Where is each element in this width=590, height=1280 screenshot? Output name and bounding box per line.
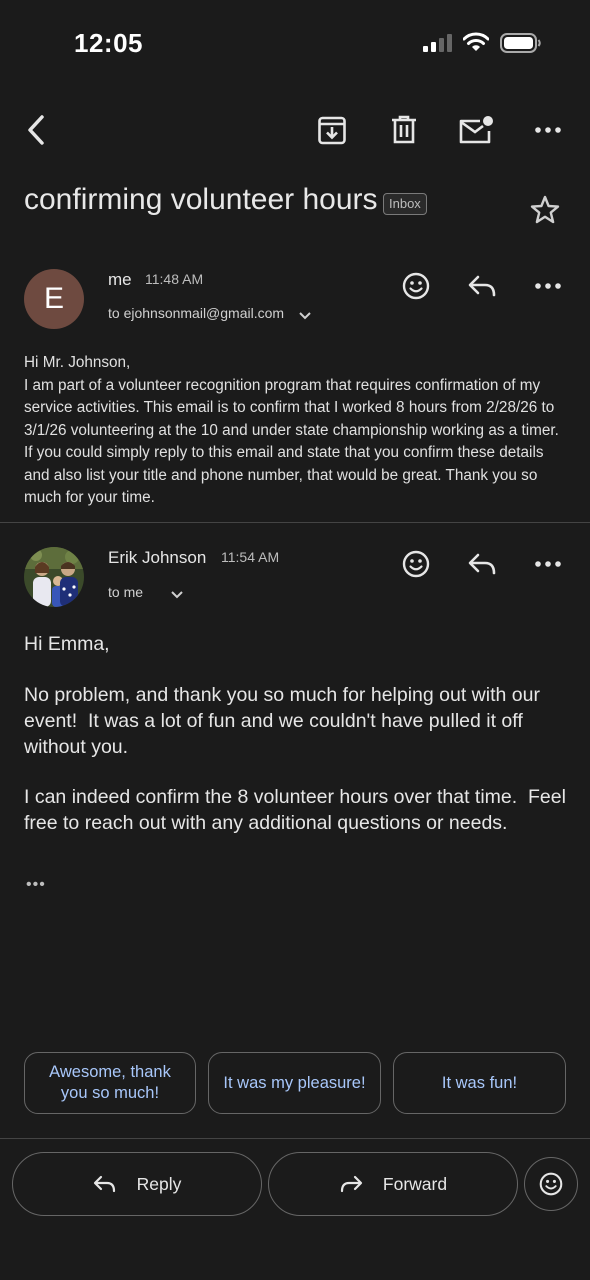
message-greeting: Hi Emma,	[24, 633, 110, 655]
star-icon	[529, 194, 561, 226]
delete-button[interactable]	[384, 110, 424, 150]
more-horizontal-icon	[535, 127, 561, 133]
add-reaction-button[interactable]	[396, 544, 436, 584]
wifi-icon	[463, 32, 489, 52]
forward-label: Forward	[382, 1173, 448, 1194]
recipient-details[interactable]: to ejohnsonmail@gmail.com	[108, 305, 285, 321]
reply-icon	[467, 274, 497, 298]
status-time: 12:05	[74, 28, 143, 58]
smart-reply-chip[interactable]: It was fun!	[393, 1052, 566, 1114]
smart-reply-chip[interactable]: It was my pleasure!	[208, 1052, 381, 1114]
mail-unread-icon	[458, 115, 494, 145]
reply-button[interactable]	[462, 266, 502, 306]
emoji-icon	[402, 550, 430, 578]
chevron-down-icon	[299, 312, 311, 320]
mark-unread-button[interactable]	[456, 110, 496, 150]
chevron-left-icon	[26, 114, 46, 146]
recipient-details[interactable]: to me	[108, 584, 144, 600]
message-more-button[interactable]	[528, 544, 568, 584]
message-paragraph: I can indeed confirm the 8 volunteer hours over that time. Feel free to reach out with any additional questions or needs.	[24, 786, 572, 834]
avatar[interactable]: E	[24, 269, 84, 329]
message-time: 11:54 AM	[221, 549, 280, 565]
message-paragraph: No problem, and thank you so much for helping out with our event! It was a lot of fun and we couldn't have pulled it off without you.	[24, 684, 546, 758]
emoji-icon	[539, 1172, 563, 1196]
trash-icon	[390, 115, 418, 145]
back-button[interactable]	[16, 110, 56, 150]
message-time: 11:48 AM	[145, 271, 204, 287]
sender-name: me	[108, 270, 132, 289]
more-horizontal-icon	[535, 561, 561, 567]
recipient-expand-button[interactable]	[167, 585, 187, 605]
smart-reply-chip[interactable]: Awesome, thank you so much!	[24, 1052, 196, 1114]
sender-name: Erik Johnson	[108, 548, 207, 567]
reply-label: Reply	[136, 1173, 182, 1194]
add-reaction-button[interactable]	[396, 266, 436, 306]
reply-icon	[467, 552, 497, 576]
forward-icon	[339, 1175, 363, 1193]
more-options-button[interactable]	[528, 110, 568, 150]
forward-action-button[interactable]	[268, 1152, 518, 1216]
recipient-expand-button[interactable]	[295, 306, 315, 326]
avatar[interactable]	[24, 547, 84, 607]
cellular-signal-icon	[423, 34, 453, 52]
chevron-down-icon	[171, 591, 183, 599]
show-trimmed-content-button[interactable]: •••	[26, 876, 46, 893]
reply-icon	[93, 1175, 117, 1193]
archive-button[interactable]	[312, 110, 352, 150]
react-emoji-button[interactable]	[524, 1157, 578, 1211]
archive-icon	[317, 115, 347, 145]
message-more-button[interactable]	[528, 266, 568, 306]
message-body: Hi Mr. Johnson, I am part of a volunteer recognition program that requires confirmation of my service activities. This email is to confirm that I worked 8 hours from 2/28/26 to 3/1/26 volunteering at the 10 and under state championship working as a timer. If you could simply reply to this email and state that you confirm these details and also list your title and phone number, that would be great. Thank you so much for your time.	[24, 354, 559, 506]
star-button[interactable]	[526, 191, 564, 229]
reply-action-button[interactable]	[12, 1152, 262, 1216]
message-divider	[0, 522, 590, 523]
more-horizontal-icon	[535, 283, 561, 289]
emoji-icon	[402, 272, 430, 300]
reply-button[interactable]	[462, 544, 502, 584]
inbox-label-badge[interactable]: Inbox	[383, 193, 427, 215]
bottom-divider	[0, 1138, 590, 1139]
thread-subject: confirming volunteer hours	[24, 183, 378, 216]
battery-icon	[500, 33, 542, 53]
